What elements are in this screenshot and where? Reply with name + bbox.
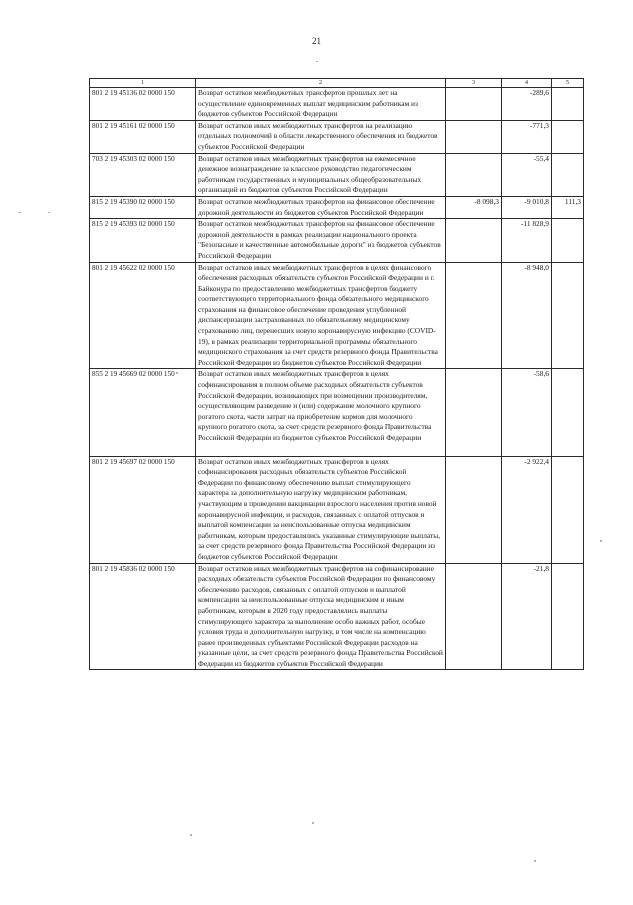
budget-code: 855 2 19 45669 02 0000 150: [90, 369, 196, 456]
executed-amount: -11 828,9: [502, 219, 552, 262]
executed-amount: -771,3: [502, 120, 552, 153]
execution-percent: [552, 262, 584, 369]
table-row: [90, 120, 584, 153]
budget-code: 703 2 19 45303 02 0000 150: [90, 153, 196, 196]
execution-percent: [552, 88, 584, 121]
execution-percent: [552, 219, 584, 262]
table-row: [90, 563, 584, 670]
approved-amount: [446, 456, 502, 563]
executed-amount: -21,8: [502, 563, 552, 670]
column-number-4: 4: [502, 79, 552, 88]
budget-code: 801 2 19 45836 02 0000 150: [90, 563, 196, 670]
table-header-row: [90, 79, 584, 88]
revenue-description: Возврат остатков иных межбюджетных трансфертов на реализацию отдельных полномочий в области лекарственного обеспечения из бюджетов субъектов Российской Федерации: [196, 120, 446, 153]
column-number-3: 3: [446, 79, 502, 88]
revenue-description: Возврат остатков иных межбюджетных трансфертов на софинансирование расходных обязательств субъектов Российской Федерации по финансовому обеспечению расходов, связанных с оплатой отпусков и выплатой компенсации за неиспользованные отпуска медицинским и иным работникам, которым в 2020 году предоставлялись выплаты стимулирующего характера за выполнение особо важных работ, особые условия труда и дополнительную нагрузку, в том числе на компенсацию ранее произведенных субъектами Российской Федерации расходов на указанные цели, за счет средств резервного фонда Правительства Российской Федерации из бюджетов субъектов Российской Федерации: [196, 563, 446, 670]
approved-amount: [446, 563, 502, 670]
approved-amount: -8 098,3: [446, 196, 502, 218]
table-row: [90, 88, 584, 121]
approved-amount: [446, 369, 502, 456]
column-number-5: 5: [552, 79, 584, 88]
column-number-2: 2: [196, 79, 446, 88]
table-row: [90, 369, 584, 456]
scan-speck: [600, 540, 602, 542]
revenue-description: Возврат остатков иных межбюджетных трансфертов в целях софинансирования расходных обязательств субъектов Российской Федерации по финансовому обеспечению выплат стимулирующего характера за дополнительную нагрузку медицинским работникам, участвующим в проведении вакцинации взрослого населения против новой коронавирусной инфекции, и расходов, связанных с оплатой отпусков и выплатой компенсации за неиспользованные отпуска медицинским работникам, которым предоставлялись указанные стимулирующие выплаты, за счет средств резервного фонда Правительства Российской Федерации из бюджетов субъектов Российской Федерации: [196, 456, 446, 563]
executed-amount: -8 948,0: [502, 262, 552, 369]
column-number-1: 1: [90, 79, 196, 88]
table-row: [90, 196, 584, 218]
table-row: [90, 153, 584, 196]
executed-amount: -289,6: [502, 88, 552, 121]
budget-code: 801 2 19 45697 02 0000 150: [90, 456, 196, 563]
revenue-description: Возврат остатков иных межбюджетных трансфертов на ежемесячное денежное вознаграждение за классное руководство педагогическим работникам государственных и муниципальных общеобразовательных организаций из бюджетов субъектов Российской Федерации: [196, 153, 446, 196]
approved-amount: [446, 120, 502, 153]
table-row: [90, 262, 584, 369]
execution-percent: [552, 456, 584, 563]
executed-amount: -9 010,8: [502, 196, 552, 218]
executed-amount: -55,4: [502, 153, 552, 196]
table-row: [90, 456, 584, 563]
budget-code: 801 2 19 45622 02 0000 150: [90, 262, 196, 369]
executed-amount: -2 922,4: [502, 456, 552, 563]
budget-code: 801 2 19 45161 02 0000 150: [90, 120, 196, 153]
page-number: 21: [312, 36, 321, 46]
budget-code: 801 2 19 45136 02 0000 150: [90, 88, 196, 121]
execution-percent: [552, 563, 584, 670]
execution-percent: [552, 153, 584, 196]
executed-amount: -58,6: [502, 369, 552, 456]
scan-speck: [534, 860, 536, 862]
budget-code: 815 2 19 45390 02 0000 150: [90, 196, 196, 218]
budget-code: 815 2 19 45393 02 0000 150: [90, 219, 196, 262]
execution-percent: 111,3: [552, 196, 584, 218]
budget-table: [89, 78, 584, 670]
revenue-description: Возврат остатков иных межбюджетных трансфертов в целях финансового обеспечения расходных обязательств субъектов Российской Федерации и г. Байконура по предоставлению межбюджетных трансфертов бюджету соответствующего территориального фонда обязательного медицинского страхования на финансовое обеспечение проведения углубленной диспансеризации застрахованных по обязательному медицинскому страхованию лиц, перенесших новую коронавирусную инфекцию (COVID-19), в рамках реализации территориальной программы обязательного медицинского страхования за счет средств резервного фонда Правительства Российской Федерации из бюджетов субъектов Российской Федерации: [196, 262, 446, 369]
approved-amount: [446, 88, 502, 121]
approved-amount: [446, 219, 502, 262]
execution-percent: [552, 120, 584, 153]
revenue-description: Возврат остатков межбюджетных трансфертов на финансовое обеспечение дорожной деятельности в рамках реализации национального проекта "Безопасные и качественные автомобильные дороги" из бюджетов субъектов Российской Федерации: [196, 219, 446, 262]
revenue-description: Возврат остатков межбюджетных трансфертов прошлых лет на осуществление единовременных выплат медицинским работникам из бюджетов субъектов Российской Федерации: [196, 88, 446, 121]
execution-percent: [552, 369, 584, 456]
scan-speck: [312, 822, 314, 824]
scan-speck: [316, 61, 318, 62]
scan-speck: [48, 212, 50, 213]
scan-speck: [190, 834, 192, 836]
revenue-description: Возврат остатков межбюджетных трансфертов на финансовое обеспечение дорожной деятельности из бюджетов субъектов Российской Федерации: [196, 196, 446, 218]
approved-amount: [446, 262, 502, 369]
table-row: [90, 219, 584, 262]
revenue-description: Возврат остатков иных межбюджетных трансфертов в целях софинансирования в полном объеме расходных обязательств субъектов Российской Федерации, возникающих при возмещении производителям, осуществляющим разведение и (или) содержание молочного крупного рогатого скота, части затрат на приобретение кормов для молочного крупного рогатого скота, за счет средств резервного фонда Правительства Российской Федерации из бюджетов субъектов Российской Федерации: [196, 369, 446, 456]
approved-amount: [446, 153, 502, 196]
scan-speck: [18, 212, 21, 213]
